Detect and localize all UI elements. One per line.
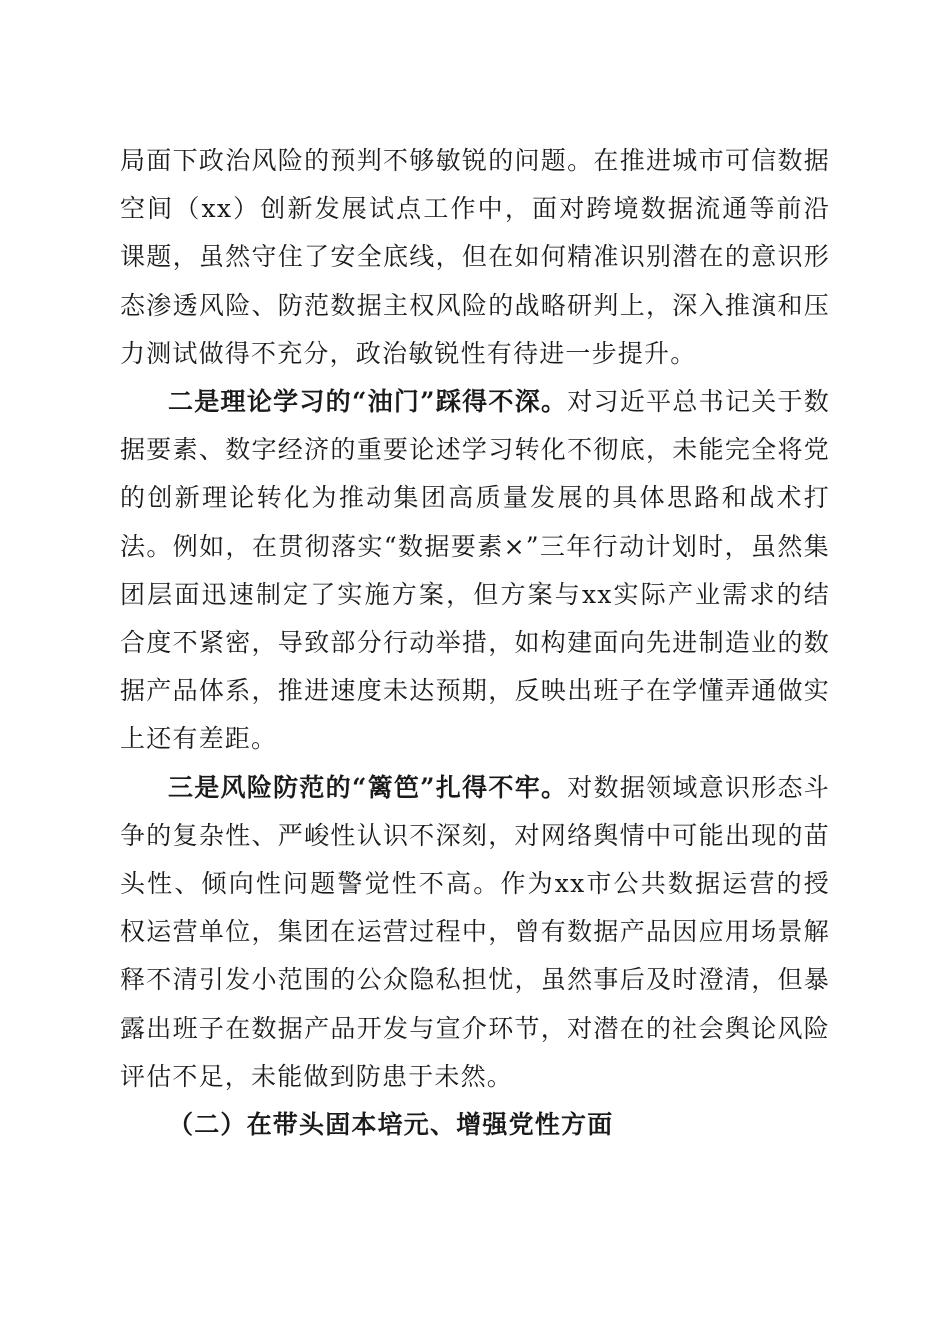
paragraph-risk-prevention [120, 764, 830, 1101]
paragraph-3-heading: 三是风险防范的“篱笆”扎得不牢。 [168, 772, 568, 802]
paragraph-1-text: 局面下政治风险的预判不够敏锐的问题。在推进城市可信数据空间（xx）创新发展试点工作中，面对跨境数据流通等前沿课题，虽然守住了安全底线，但在如何精准识别潜在的意识形态渗透风险、防范数据主权风险的战略研判上，深入推演和压力测试做得不充分，政治敏锐性有待进一步提升。 [120, 146, 830, 368]
document-body [120, 137, 830, 1149]
paragraph-2-heading: 二是理论学习的“油门”踩得不深。 [168, 387, 568, 417]
paragraph-3-text: 对数据领域意识形态斗争的复杂性、严峻性认识不深刻，对网络舆情中可能出现的苗头性、倾向性问题警觉性不高。作为xx市公共数据运营的授权运营单位，集团在运营过程中，曾有数据产品因应用场景解释不清引发小范围的公众隐私担忧，虽然事后及时澄清，但暴露出班子在数据产品开发与宣介环节，对潜在的社会舆论风险评估不足，未能做到防患于未然。 [120, 772, 830, 1091]
section-heading: （二）在带头固本培元、增强党性方面 [168, 1110, 614, 1140]
paragraph-theory-study [120, 378, 830, 764]
paragraph-2-text: 对习近平总书记关于数据要素、数字经济的重要论述学习转化不彻底，未能完全将党的创新理论转化为推动集团高质量发展的具体思路和战术打法。例如，在贯彻落实“数据要素×”三年行动计划时，虽然集团层面迅速制定了实施方案，但方案与xx实际产业需求的结合度不紧密，导致部分行动举措，如构建面向先进制造业的数据产品体系，推进速度未达预期，反映出班子在学懂弄通做实上还有差距。 [120, 387, 830, 754]
paragraph-continued [120, 137, 830, 378]
